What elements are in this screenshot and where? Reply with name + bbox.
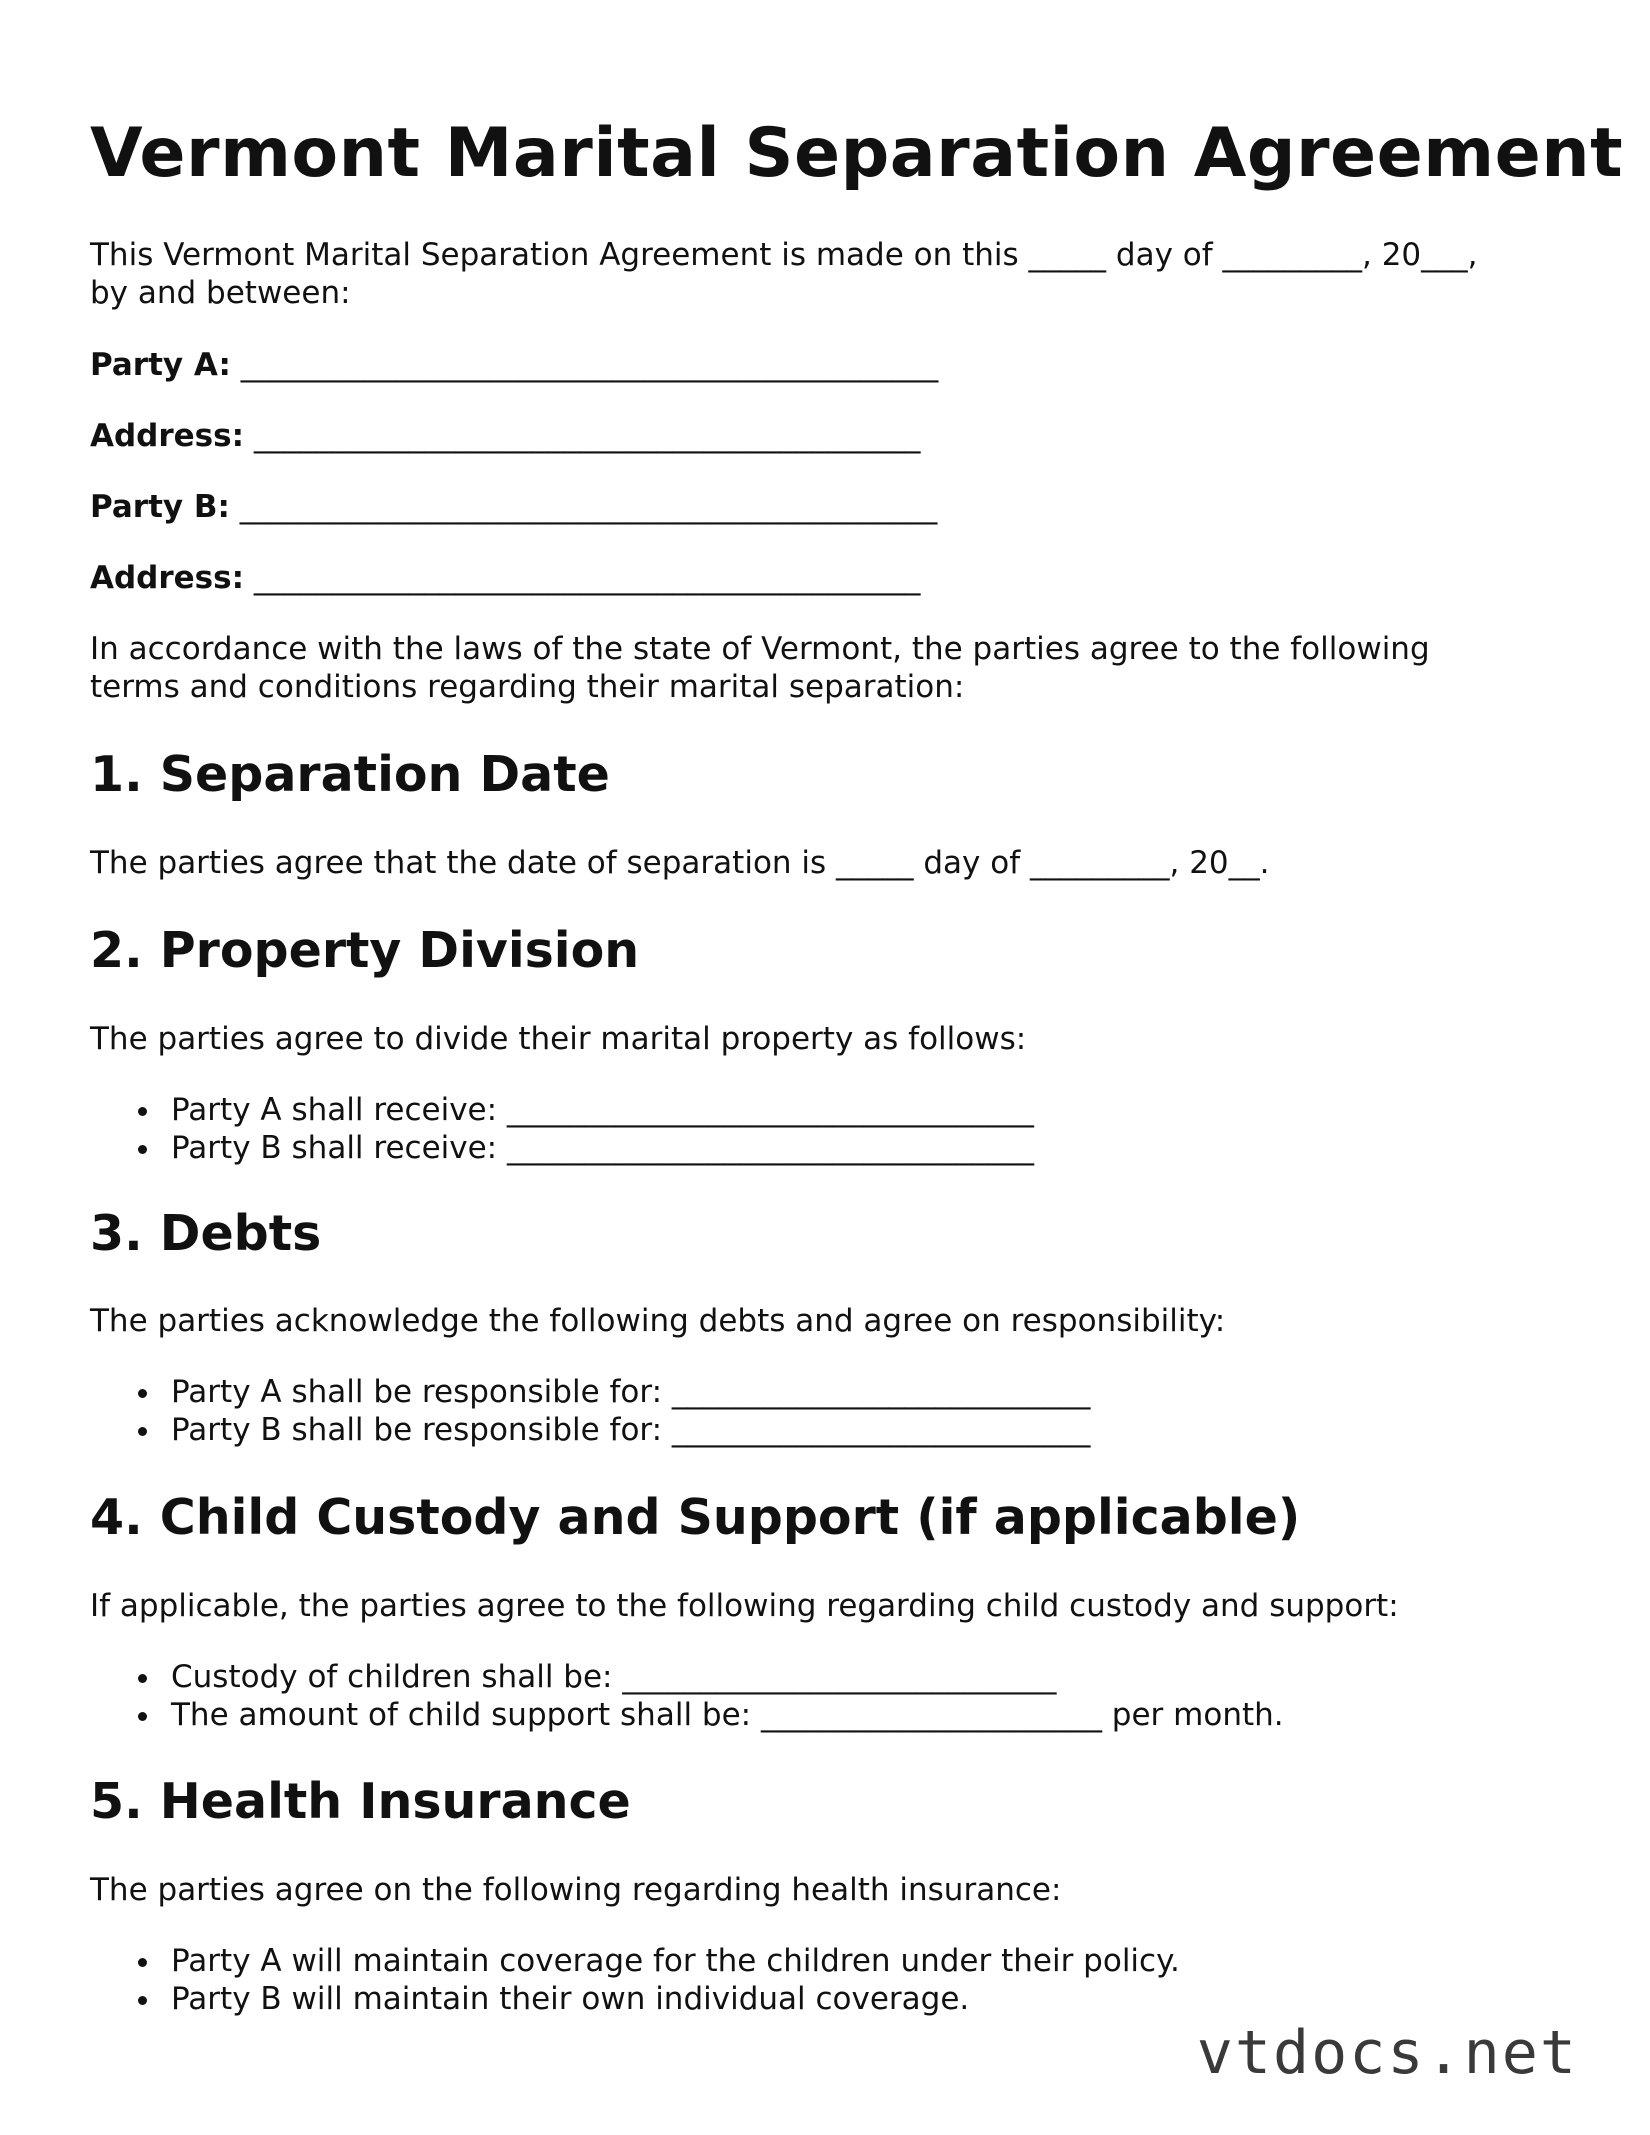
address-a-field: [90, 417, 920, 455]
section-text-property-division: The parties agree to divide their marital property as follows:: [90, 1021, 1027, 1057]
list-item: Custody of children shall be: ____________________________: [90, 1658, 1284, 1696]
debts-list: [90, 1373, 1090, 1449]
address-b-label: Address:: [90, 560, 244, 596]
health-insurance-list: [90, 1942, 1180, 2018]
section-text-child-custody: If applicable, the parties agree to the following regarding child custody and support:: [90, 1588, 1399, 1624]
party-a-blank: _____________________________________________: [230, 347, 939, 383]
address-a-blank: ___________________________________________: [244, 418, 921, 454]
watermark: vtdocs.net: [1196, 2018, 1578, 2088]
party-b-blank: _____________________________________________: [229, 489, 938, 525]
party-a-label: Party A:: [90, 347, 231, 383]
section-heading-debts: 3. Debts: [90, 1205, 322, 1262]
section-text-debts: The parties acknowledge the following debts and agree on responsibility:: [90, 1303, 1226, 1339]
list-item: Party A will maintain coverage for the children under their policy.: [90, 1942, 1180, 1980]
party-b-field: [90, 488, 937, 526]
section-heading-health-insurance: 5. Health Insurance: [90, 1773, 631, 1830]
list-item: Party A shall receive: __________________________________: [90, 1091, 1034, 1129]
section-heading-property-division: 2. Property Division: [90, 922, 640, 979]
property-division-list: [90, 1091, 1034, 1167]
child-custody-list: [90, 1658, 1284, 1734]
list-item: The amount of child support shall be: ______________________ per month.: [90, 1696, 1284, 1734]
section-text-health-insurance: The parties agree on the following regarding health insurance:: [90, 1872, 1062, 1908]
list-item: Party B shall be responsible for: ___________________________: [90, 1411, 1090, 1449]
address-b-blank: ___________________________________________: [244, 560, 921, 596]
list-item: Party A shall be responsible for: ___________________________: [90, 1373, 1090, 1411]
section-heading-child-custody: 4. Child Custody and Support (if applicable): [90, 1489, 1301, 1546]
intro-line-1: This Vermont Marital Separation Agreement is made on this _____ day of _________, 20___,: [90, 237, 1478, 273]
list-item: Party B will maintain their own individual coverage.: [90, 1980, 1180, 2018]
preamble-line-2: terms and conditions regarding their marital separation:: [90, 669, 965, 705]
intro-line-2: by and between:: [90, 275, 351, 311]
address-b-field: [90, 559, 920, 597]
party-a-field: [90, 346, 938, 384]
section-text-separation-date: The parties agree that the date of separation is _____ day of _________, 20__.: [90, 845, 1270, 881]
address-a-label: Address:: [90, 418, 244, 454]
list-item: Party B shall receive: __________________________________: [90, 1129, 1034, 1167]
party-b-label: Party B:: [90, 489, 230, 525]
preamble-line-1: In accordance with the laws of the state of Vermont, the parties agree to the following: [90, 631, 1430, 667]
section-heading-separation-date: 1. Separation Date: [90, 746, 610, 803]
document-title: Vermont Marital Separation Agreement: [90, 114, 1624, 193]
